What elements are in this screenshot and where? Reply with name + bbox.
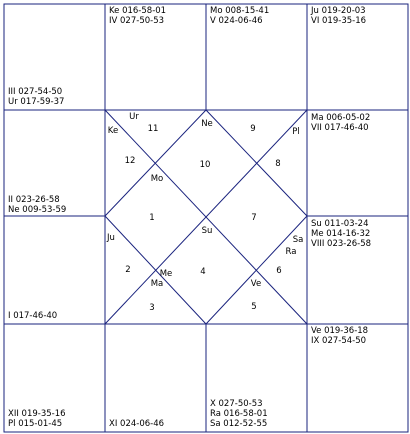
planet-label-sa: Sa — [292, 235, 304, 245]
cell-line: Ju 019-20-03 — [311, 6, 366, 16]
cell-line: IV 027-50-53 — [109, 16, 165, 26]
house-number-8: 8 — [275, 159, 281, 169]
planet-label-ju: Ju — [107, 233, 115, 243]
cell-line: Su 011-03-24 — [311, 219, 369, 229]
house-number-4: 4 — [200, 267, 206, 277]
cell-line: Ma 006-05-02 — [311, 113, 371, 123]
cell-line: X 027-50-53 — [210, 399, 263, 409]
chart-grid — [4, 4, 408, 432]
house-number-3: 3 — [149, 303, 155, 313]
planet-label-me: Me — [159, 269, 173, 279]
cell-line: V 024-06-46 — [210, 16, 263, 26]
cell-line: Me 014-16-32 — [311, 229, 371, 239]
house-number-2: 2 — [125, 265, 131, 275]
cell-line: IX 027-54-50 — [311, 336, 367, 346]
cell-line: VI 019-35-16 — [311, 16, 367, 26]
cell-line: XI 024-06-46 — [109, 419, 165, 429]
cell-line: Pl 015-01-45 — [8, 419, 63, 429]
cell-texts — [8, 6, 371, 429]
cell-line: Mo 008-15-41 — [210, 6, 270, 16]
planet-label-mo: Mo — [150, 174, 164, 184]
house-number-7: 7 — [251, 213, 257, 223]
planet-label-pl: Pl — [292, 127, 300, 137]
house-number-12: 12 — [124, 156, 136, 166]
cell-line: Ra 016-58-01 — [210, 409, 268, 419]
cell-line: Ne 009-53-59 — [8, 205, 67, 215]
cell-line: III 027-54-50 — [8, 87, 63, 97]
house-number-11: 11 — [147, 124, 159, 134]
house-number-6: 6 — [276, 266, 282, 276]
house-number-10: 10 — [199, 160, 211, 170]
cell-line: II 023-26-58 — [8, 195, 60, 205]
house-number-9: 9 — [250, 124, 256, 134]
planet-label-ke: Ke — [107, 126, 119, 136]
planet-label-su: Su — [201, 226, 213, 236]
planet-label-ur: Ur — [129, 112, 139, 122]
cell-line: Ke 016-58-01 — [109, 6, 167, 16]
cell-line: Ve 019-36-18 — [311, 326, 369, 336]
cell-line: VII 017-46-40 — [311, 123, 369, 133]
planet-label-ma: Ma — [150, 279, 164, 289]
cell-line: Sa 012-52-55 — [210, 419, 268, 429]
planet-labels — [106, 112, 303, 289]
cell-line: VIII 023-26-58 — [311, 239, 372, 249]
cell-line: XII 019-35-16 — [8, 409, 66, 419]
planet-label-ra: Ra — [285, 247, 297, 257]
planet-label-ve: Ve — [250, 279, 262, 289]
house-number-1: 1 — [149, 213, 155, 223]
house-number-5: 5 — [251, 302, 257, 312]
cell-line: Ur 017-59-37 — [8, 97, 65, 107]
cell-line: I 017-46-40 — [8, 311, 58, 321]
planet-label-ne: Ne — [201, 119, 213, 129]
